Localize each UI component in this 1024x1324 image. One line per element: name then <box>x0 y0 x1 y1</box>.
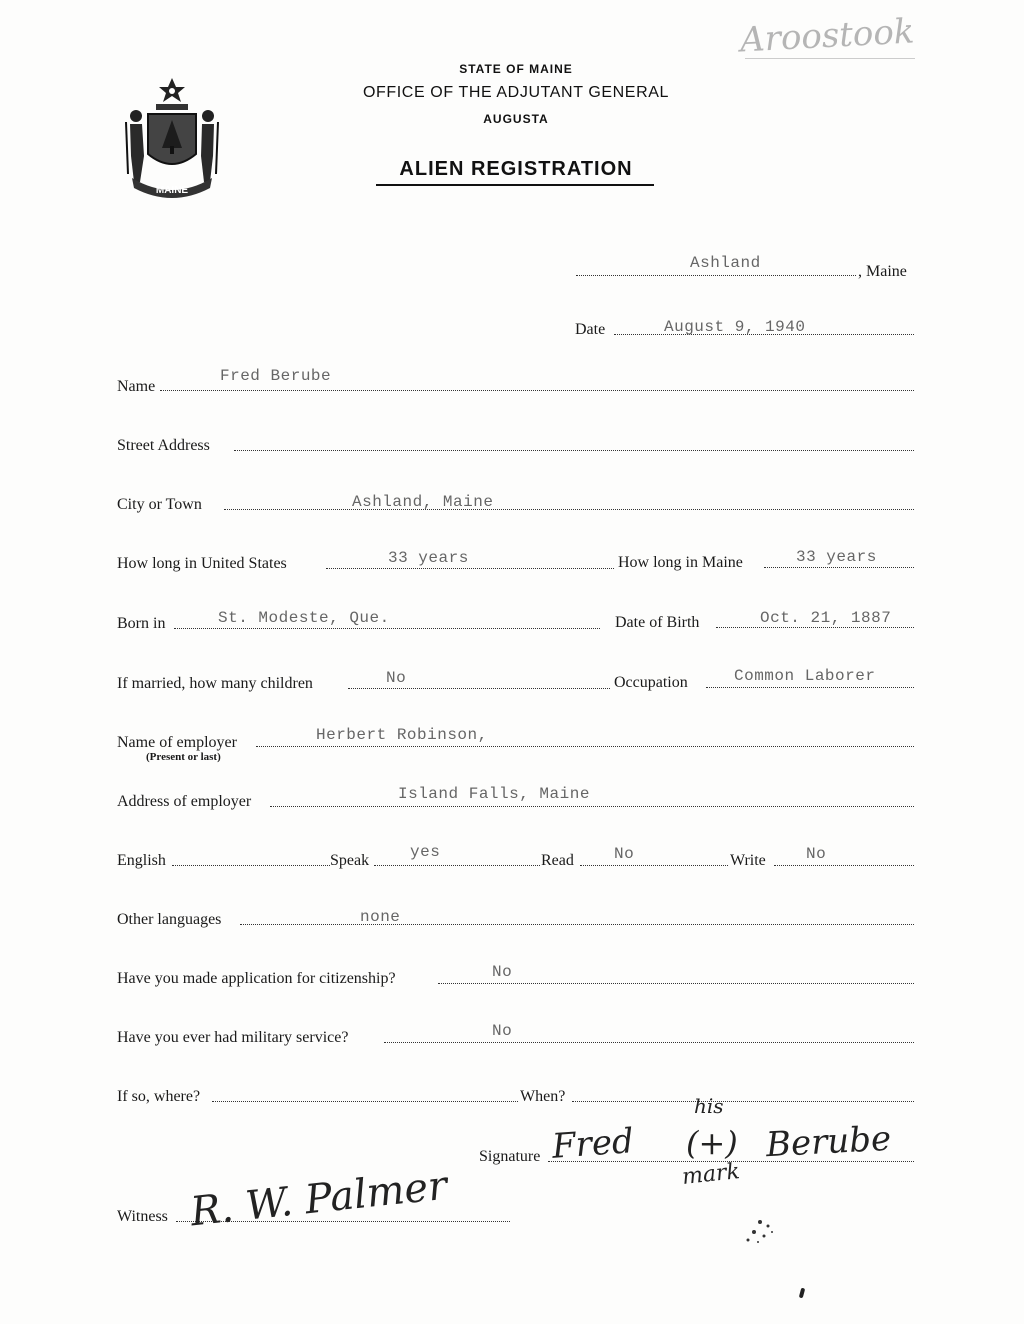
employer-name-sublabel: (Present or last) <box>146 751 221 763</box>
header-state: STATE OF MAINE <box>459 62 573 76</box>
employer-name-label: Name of employer <box>117 734 237 751</box>
other-languages-label: Other languages <box>117 911 222 928</box>
dob-value: Oct. 21, 1887 <box>760 609 892 627</box>
employer-name-line <box>256 746 914 747</box>
citizenship-line <box>438 983 914 984</box>
signature-mark-symbol: (+) <box>686 1124 738 1162</box>
occupation-label: Occupation <box>614 674 688 691</box>
how-long-maine-value: 33 years <box>796 548 877 566</box>
witness-label: Witness <box>117 1208 168 1225</box>
how-long-us-label: How long in United States <box>117 555 287 572</box>
county-annotation: Aroostook <box>739 11 916 61</box>
form-title: ALIEN REGISTRATION <box>399 158 633 180</box>
children-line <box>348 688 610 689</box>
born-in-value: St. Modeste, Que. <box>218 609 390 627</box>
employer-name-value: Herbert Robinson, <box>316 726 488 744</box>
citizenship-value: No <box>492 963 513 981</box>
street-address-line <box>234 450 914 451</box>
when-line <box>572 1101 914 1102</box>
read-line <box>580 865 728 866</box>
speak-line <box>374 865 540 866</box>
name-label: Name <box>117 378 156 395</box>
ink-speck <box>799 1288 805 1299</box>
how-long-us-value: 33 years <box>388 549 469 567</box>
signature-label: Signature <box>479 1148 541 1165</box>
born-in-label: Born in <box>117 615 166 632</box>
write-line <box>774 865 914 866</box>
employer-address-value: Island Falls, Maine <box>398 785 590 803</box>
citizenship-label: Have you made application for citizenship? <box>117 970 396 987</box>
speak-value: yes <box>410 843 441 861</box>
if-so-where-line <box>212 1101 518 1102</box>
dob-line <box>716 627 914 628</box>
speak-label: Speak <box>330 852 370 869</box>
if-so-where-label: If so, where? <box>117 1088 201 1105</box>
when-label: When? <box>520 1088 566 1105</box>
dob-label: Date of Birth <box>615 614 700 631</box>
signature-first-name: Fred <box>550 1121 636 1167</box>
read-value: No <box>614 845 635 863</box>
city-label: City or Town <box>117 496 202 513</box>
employer-address-label: Address of employer <box>117 793 252 810</box>
write-value: No <box>806 845 827 863</box>
write-label: Write <box>730 852 766 869</box>
occupation-line <box>706 687 914 688</box>
header-city: AUGUSTA <box>483 112 549 126</box>
signature-last-name: Berube <box>765 1118 893 1166</box>
military-label: Have you ever had military service? <box>117 1029 349 1046</box>
name-line <box>160 390 914 391</box>
header-office: OFFICE OF THE ADJUTANT GENERAL <box>362 84 670 101</box>
how-long-maine-label: How long in Maine <box>618 554 743 571</box>
military-line <box>384 1042 914 1043</box>
occupation-value: Common Laborer <box>734 667 876 685</box>
county-underline <box>745 58 915 59</box>
how-long-us-line <box>326 568 614 569</box>
date-value: August 9, 1940 <box>664 318 806 336</box>
employer-address-line <box>270 806 914 807</box>
how-long-maine-line <box>764 567 914 568</box>
street-address-label: Street Address <box>117 437 210 454</box>
city-value: Ashland, Maine <box>352 493 494 511</box>
read-label: Read <box>541 852 574 869</box>
city-line <box>224 509 914 510</box>
name-value: Fred Berube <box>220 367 332 385</box>
title-underline <box>376 184 654 186</box>
other-languages-line <box>240 924 914 925</box>
ink-smudge <box>740 1212 790 1252</box>
location-value: Ashland <box>690 254 761 272</box>
signature-mark-word: mark <box>680 1159 741 1190</box>
children-value: No <box>386 669 407 687</box>
seal-banner-text: MAINE <box>155 185 189 196</box>
date-label: Date <box>575 321 606 338</box>
english-label: English <box>117 852 166 869</box>
english-line <box>172 865 330 866</box>
location-suffix: , Maine <box>858 263 907 280</box>
children-label: If married, how many children <box>117 675 313 692</box>
signature-his: his <box>694 1094 724 1118</box>
witness-signature: R. W. Palmer <box>188 1162 450 1236</box>
maine-state-seal-icon <box>118 74 226 202</box>
born-in-line <box>174 628 600 629</box>
other-languages-value: none <box>360 908 401 926</box>
military-value: No <box>492 1022 513 1040</box>
location-line <box>576 275 856 276</box>
